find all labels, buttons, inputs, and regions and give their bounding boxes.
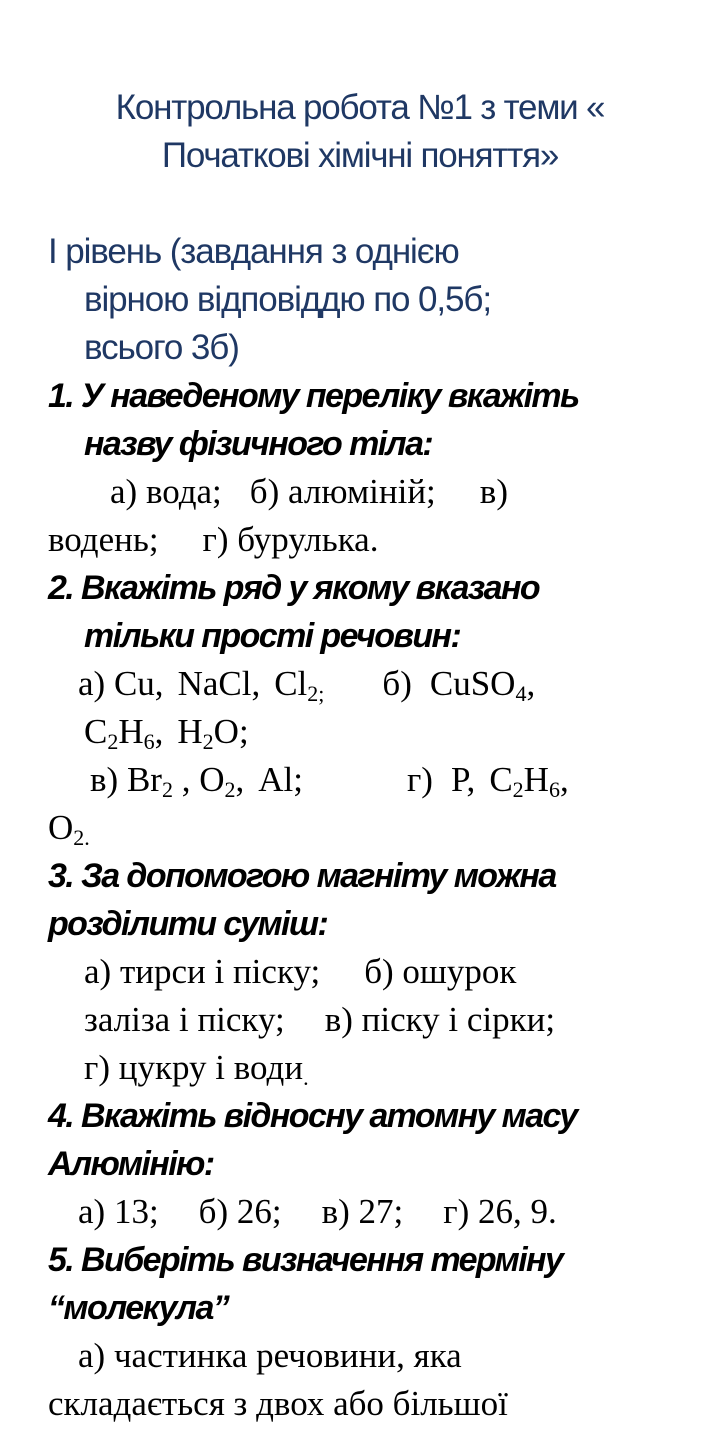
formula-cl2: $Cl_{2;}$ xyxy=(274,664,325,706)
answer-3d: г) цукру і води xyxy=(84,1048,304,1087)
formula-o2-d: $O_{2.}$ xyxy=(48,808,90,850)
answer-1a: а) вода; xyxy=(110,472,222,511)
question-4-text: 4. Вкажіть відносну атомну масу xyxy=(48,1097,577,1135)
answer-2c-label: в) xyxy=(90,760,119,799)
question-4-text-cont: Алюмінію: xyxy=(48,1145,214,1183)
question-3-answers-row-1 xyxy=(84,948,516,996)
formula-al: Al; xyxy=(258,760,303,799)
answer-4a: а) 13; xyxy=(78,1192,159,1231)
question-3-text: 3. За допомогою магніту можна xyxy=(48,857,556,895)
question-3-answers-row-3: г) цукру і води$_.$ xyxy=(84,1048,309,1090)
formula-br2: $Br_2$ xyxy=(126,760,173,802)
question-1-answers-row-1 xyxy=(110,468,508,516)
document-title-line-1: Контрольна робота №1 з теми « xyxy=(115,88,605,127)
answer-3c: в) піску і сірки; xyxy=(324,1000,556,1039)
formula-h2o: $H_2O$; xyxy=(177,712,249,754)
question-2-text: 2. Вкажіть ряд у якому вказано xyxy=(48,569,540,607)
answer-2d-label: г) xyxy=(406,760,433,799)
question-2-answers-row-1 xyxy=(78,660,535,708)
question-4-answers xyxy=(78,1188,557,1236)
answer-4d: г) 26, 9. xyxy=(443,1192,557,1231)
question-2-text-cont: тільки прості речовин: xyxy=(84,617,461,655)
question-1-answers-row-2 xyxy=(48,516,378,564)
level-heading-line-2: вірною відповіддю по 0,5б; xyxy=(84,280,491,319)
document-title-line-2: Початкові хімічні поняття» xyxy=(161,136,559,175)
level-heading-line-1: І рівень (завдання з однією xyxy=(48,232,459,271)
question-1-text: 1. У наведеному переліку вкажіть xyxy=(48,377,579,415)
question-5-text: 5. Виберіть визначення терміну xyxy=(48,1241,563,1279)
formula-c2h6: $C_2H_6$, xyxy=(84,712,164,754)
answer-5a-cont: складається з двох або більшої xyxy=(48,1384,508,1423)
question-3-text-cont: розділити суміш: xyxy=(48,905,328,943)
formula-p: P, xyxy=(450,760,476,799)
answer-5a: а) частинка речовини, яка xyxy=(78,1336,462,1375)
level-heading-line-3: всього 3б) xyxy=(84,328,239,367)
question-3-answers-row-2 xyxy=(84,996,555,1044)
question-1-text-cont: назву фізичного тіла: xyxy=(84,425,433,463)
answer-3b-cont: заліза і піску; xyxy=(84,1000,285,1039)
formula-nacl: NaCl, xyxy=(177,664,261,703)
answer-1c: в) xyxy=(479,472,508,511)
answer-3a: а) тирси і піску; xyxy=(84,952,321,991)
answer-1c-cont: водень; xyxy=(48,520,159,559)
formula-o2: $O_2$, xyxy=(199,760,245,802)
formula-cu: Cu, xyxy=(113,664,164,703)
answer-3b: б) ошурок xyxy=(364,952,517,991)
answer-1b: б) алюміній; xyxy=(249,472,436,511)
question-2-answers-row-4 xyxy=(48,804,90,852)
question-2-answers-row-3: в) $Br_2$ , $O_2$, Al; г) P, $C_2H_6$, xyxy=(90,760,569,802)
answer-4b: б) 26; xyxy=(198,1192,282,1231)
answer-2b-label: б) xyxy=(382,664,412,703)
question-5-text-cont: “молекула” xyxy=(48,1289,229,1327)
answer-4c: в) 27; xyxy=(321,1192,404,1231)
formula-cuso4: CuSO$_4$, xyxy=(429,664,536,706)
answer-1d: г) бурулька. xyxy=(202,520,379,559)
question-2-answers-row-2 xyxy=(84,708,249,756)
formula-c2h6-d: $C_2H_6$, xyxy=(489,760,569,802)
answer-2a-label: а) xyxy=(78,664,106,703)
